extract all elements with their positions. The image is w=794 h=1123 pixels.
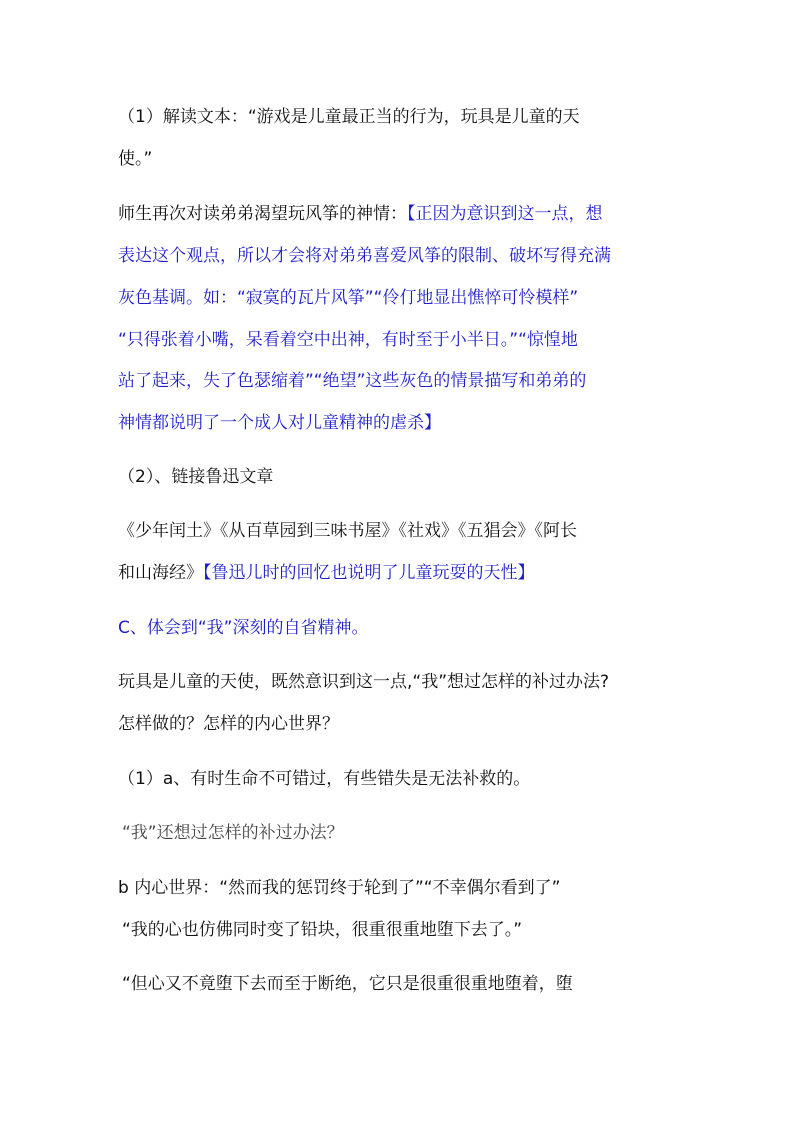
highlight-text: 【正因为意识到这一点，想: [407, 204, 603, 224]
highlight-line: 站了起来，失了色瑟缩着”“绝望”这些灰色的情景描写和弟弟的: [118, 371, 587, 391]
text-line: “我”还想过怎样的补过办法？: [122, 823, 344, 843]
text-line: （1）a、有时生命不可错过，有些错失是无法补救的。: [118, 769, 531, 789]
text-segment: 和山海经》: [118, 563, 203, 583]
highlight-line: 表达这个观点，所以才会将对弟弟喜爱风筝的限制、破坏写得充满: [118, 246, 611, 266]
text-line: 玩具是儿童的天使，既然意识到这一点,“我”想过怎样的补过办法?: [118, 672, 610, 692]
text-line: [118, 203, 678, 225]
text-line: 怎样做的？怎样的内心世界？: [118, 714, 339, 734]
text-line: 《少年闰土》《从百草园到三味书屋》《社戏》《五猖会》《阿长: [118, 521, 577, 541]
highlight-line: 神情都说明了一个成人对儿童精神的虐杀】: [118, 413, 441, 433]
text-segment: 师生再次对读弟弟渴望玩风筝的神情：: [118, 204, 407, 224]
text-line: b 内心世界：“然而我的惩罚终于轮到了”“不幸偶尔看到了”: [118, 878, 561, 898]
text-line: “但心又不竟堕下去而至于断绝，它只是很重很重地堕着，堕: [122, 974, 573, 994]
text-line: “我的心也仿佛同时变了铅块，很重很重地堕下去了。”: [122, 920, 523, 940]
text-line: （1）解读文本：“游戏是儿童最正当的行为，玩具是儿童的天: [118, 107, 580, 127]
highlight-line: “只得张着小嘴，呆看着空中出神，有时至于小半日。”“惊惶地: [118, 330, 578, 350]
text-line: 使。”: [118, 149, 153, 169]
text-line: （2）、链接鲁迅文章: [118, 467, 274, 487]
section-heading: C、体会到“我”深刻的自省精神。: [118, 618, 369, 638]
highlight-text: 【鲁迅儿时的回忆也说明了儿童玩耍的天性】: [203, 563, 535, 583]
highlight-line: 灰色基调。如：“寂寞的瓦片风筝”“伶仃地显出憔悴可怜模样”: [118, 288, 579, 308]
text-line: [118, 562, 678, 584]
